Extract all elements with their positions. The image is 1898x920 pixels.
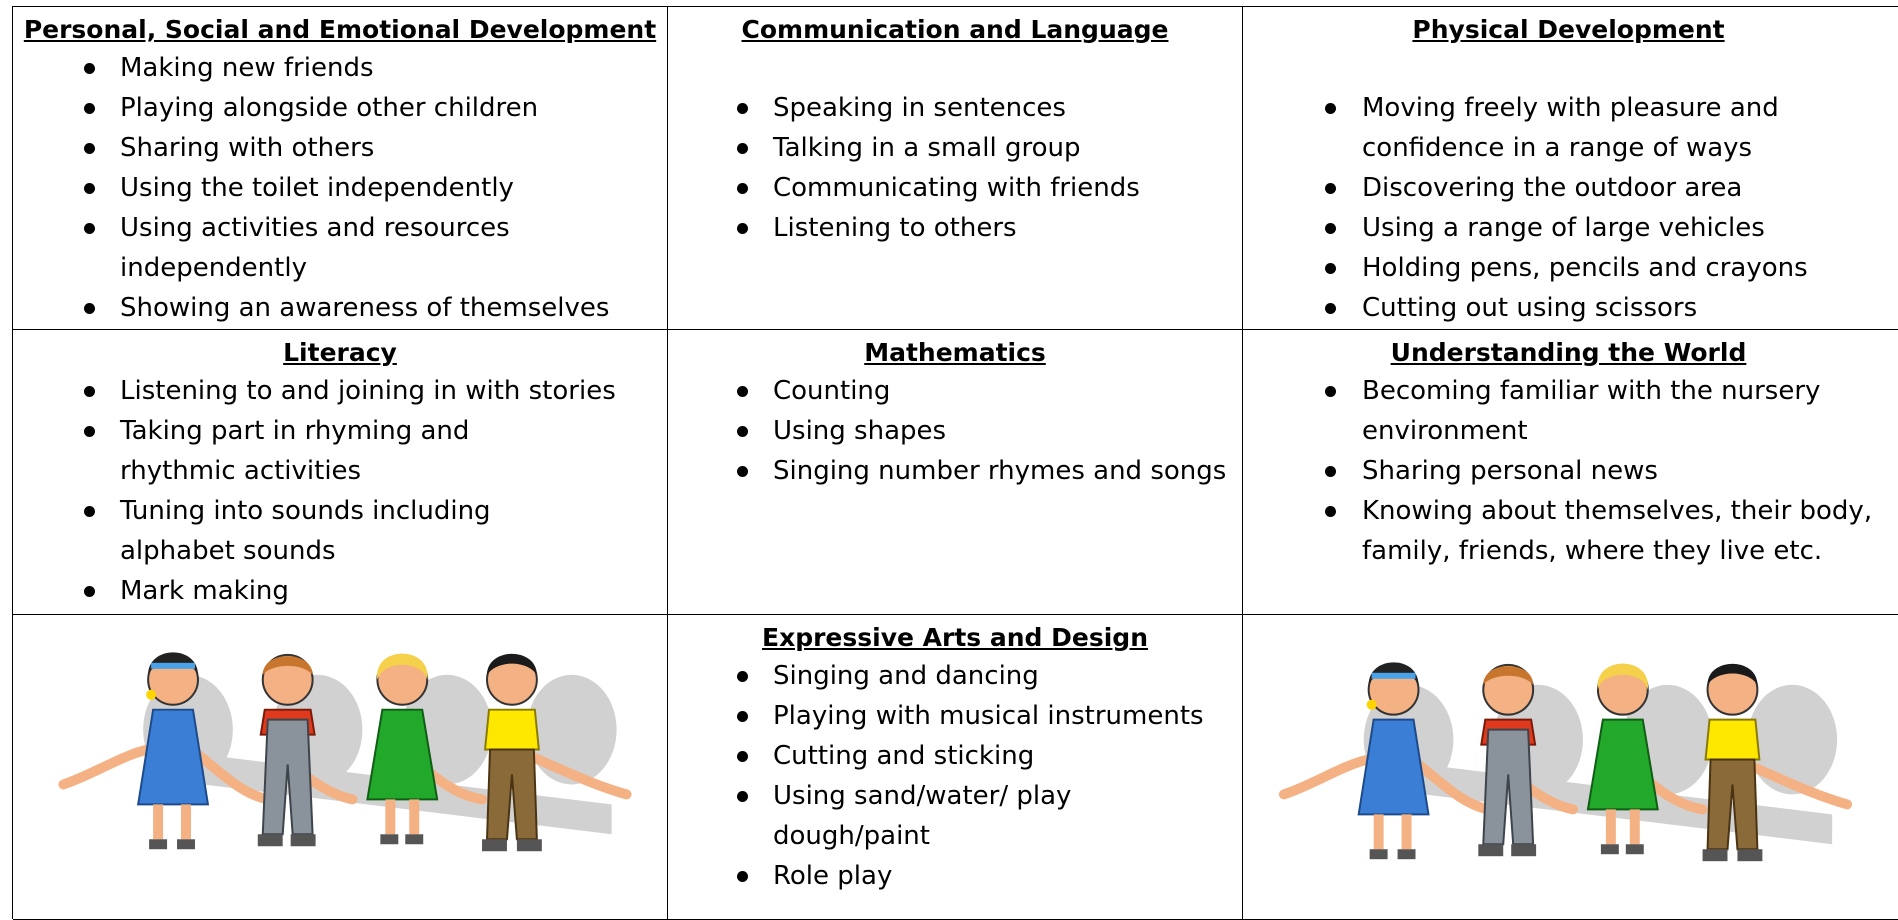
list-item: Holding pens, pencils and crayons	[1253, 248, 1884, 288]
list-item: Listening to and joining in with stories	[23, 371, 657, 411]
psed-heading: Personal, Social and Emotional Development	[23, 15, 657, 44]
psed-list	[23, 48, 657, 328]
list-item: Singing and dancing	[678, 656, 1232, 696]
list-item: Playing with musical instruments	[678, 696, 1232, 736]
list-item: Singing number rhymes and songs	[678, 451, 1232, 491]
list-item: Using activities and resources independently	[23, 208, 657, 288]
illustration-cell-right	[1243, 615, 1898, 920]
list-item: Mark making	[23, 571, 657, 611]
comm-list	[678, 88, 1232, 248]
list-item: Moving freely with pleasure and confidence in a range of ways	[1253, 88, 1884, 168]
list-item: Discovering the outdoor area	[1253, 168, 1884, 208]
literacy-list	[23, 371, 657, 611]
world-list	[1253, 371, 1884, 571]
list-item: Using the toilet independently	[23, 168, 657, 208]
list-item: Sharing with others	[23, 128, 657, 168]
illustration-cell-left	[13, 615, 668, 920]
arts-list	[678, 656, 1232, 896]
curriculum-grid	[12, 6, 1898, 919]
comm-heading: Communication and Language	[741, 15, 1169, 44]
arts-heading: Expressive Arts and Design	[762, 623, 1148, 652]
list-item: Showing an awareness of themselves	[23, 288, 657, 328]
list-item: Tuning into sounds including alphabet sounds	[23, 491, 657, 571]
world-cell	[1243, 330, 1898, 615]
list-item: Listening to others	[678, 208, 1232, 248]
list-item: Playing alongside other children	[23, 88, 657, 128]
phys-cell	[1243, 7, 1898, 330]
psed-cell	[13, 7, 668, 330]
list-item: Talking in a small group	[678, 128, 1232, 168]
list-item: Speaking in sentences	[678, 88, 1232, 128]
list-item: Communicating with friends	[678, 168, 1232, 208]
children-holding-hands-illustration	[13, 615, 667, 919]
comm-cell	[668, 7, 1243, 330]
list-item: Knowing about themselves, their body, family, friends, where they live etc.	[1253, 491, 1884, 571]
list-item: Making new friends	[23, 48, 657, 88]
list-item: Using shapes	[678, 411, 1232, 451]
arts-cell	[668, 615, 1243, 920]
maths-heading: Mathematics	[864, 338, 1046, 367]
phys-heading: Physical Development	[1412, 15, 1725, 44]
maths-list	[678, 371, 1232, 491]
list-item: Becoming familiar with the nursery environment	[1253, 371, 1884, 451]
literacy-heading: Literacy	[283, 338, 397, 367]
list-item: Using sand/water/ play dough/paint	[678, 776, 1232, 856]
list-item: Counting	[678, 371, 1232, 411]
list-item: Sharing personal news	[1253, 451, 1884, 491]
world-heading: Understanding the World	[1390, 338, 1747, 367]
phys-list	[1253, 88, 1884, 328]
list-item: Cutting out using scissors	[1253, 288, 1884, 328]
list-item: Cutting and sticking	[678, 736, 1232, 776]
list-item: Using a range of large vehicles	[1253, 208, 1884, 248]
literacy-cell	[13, 330, 668, 615]
list-item: Taking part in rhyming and rhythmic activities	[23, 411, 657, 491]
children-holding-hands-illustration	[1243, 615, 1898, 919]
maths-cell	[668, 330, 1243, 615]
list-item: Role play	[678, 856, 1232, 896]
